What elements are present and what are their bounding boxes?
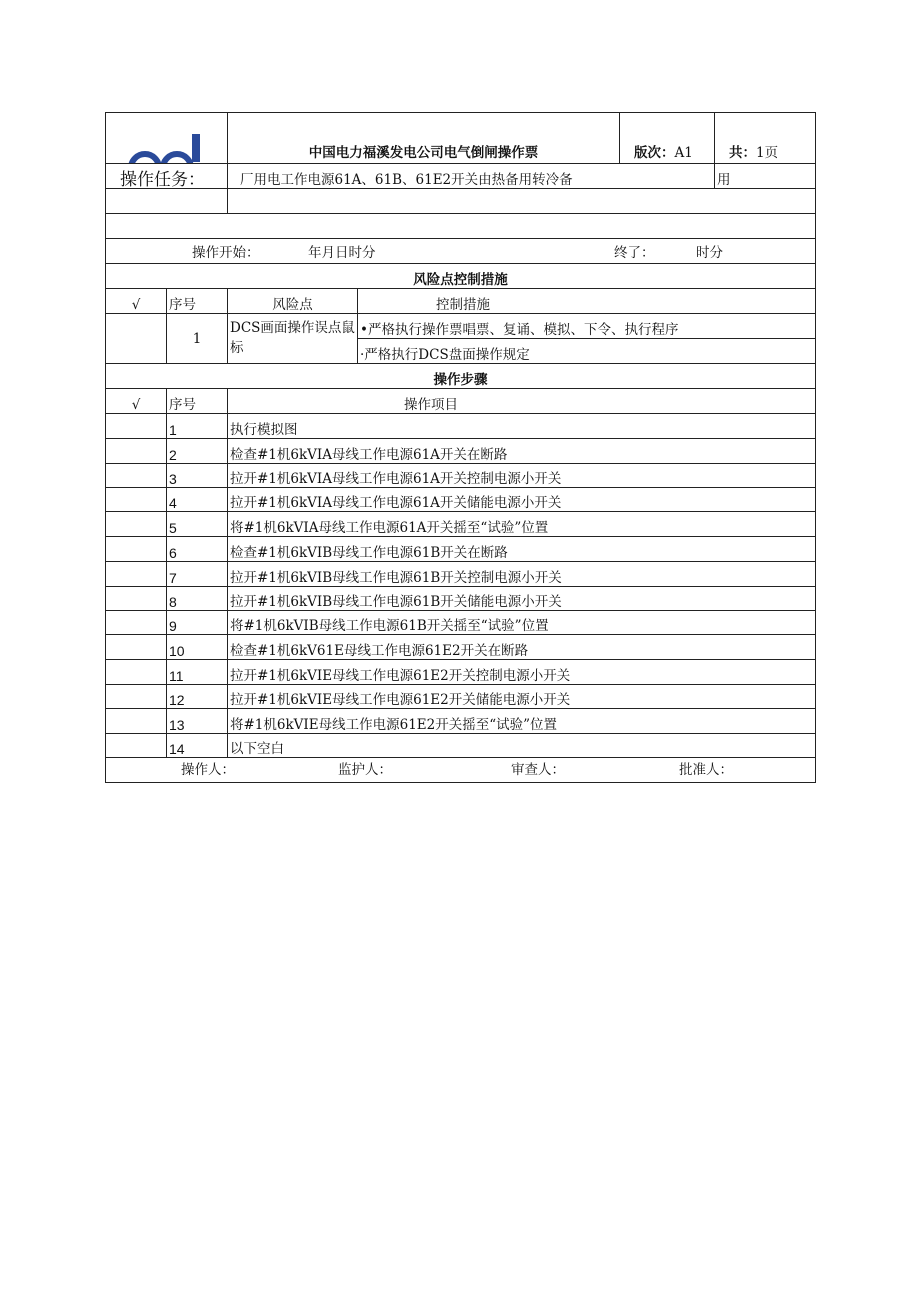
steps-col-no: 序号: [167, 389, 228, 414]
operator-label: 操作人：: [181, 762, 235, 778]
step-item: 拉开#1机6kVIE母线工作电源61E2开关控制电源小开关: [228, 660, 816, 685]
step-no: 4: [167, 488, 228, 512]
risk-header-row: [106, 289, 816, 314]
version-cell: [620, 113, 715, 164]
step-no: 11: [167, 660, 228, 685]
step-item: 拉开#1机6kVIA母线工作电源61A开关控制电源小开关: [228, 464, 816, 488]
step-item: 执行模拟图: [228, 414, 816, 439]
time-row: [106, 239, 816, 264]
step-no: 1: [167, 414, 228, 439]
step-row: [106, 439, 816, 464]
pages-cell: [715, 113, 816, 164]
ticket-title: 中国电力福溪发电公司电气倒闸操作票: [228, 113, 620, 164]
step-no: 10: [167, 635, 228, 660]
step-row: [106, 611, 816, 635]
step-no: 6: [167, 537, 228, 562]
reviewer-label: 审查人：: [511, 762, 565, 778]
step-no: 8: [167, 587, 228, 611]
steps-header-row: [106, 389, 816, 414]
step-row: [106, 512, 816, 537]
step-row: [106, 587, 816, 611]
steps-col-item: 操作项目: [228, 389, 816, 414]
step-item: 拉开#1机6kVIE母线工作电源61E2开关储能电源小开关: [228, 685, 816, 709]
version-label: 版次：: [634, 145, 675, 161]
step-item: 将#1机6kVIB母线工作电源61B开关摇至“试验”位置: [228, 611, 816, 635]
step-row: [106, 660, 816, 685]
step-row: [106, 464, 816, 488]
risk-row: [106, 314, 816, 339]
step-item: 将#1机6kVIE母线工作电源61E2开关摇至“试验”位置: [228, 709, 816, 734]
step-row: [106, 635, 816, 660]
steps-section-title-row: [106, 364, 816, 389]
guardian-label: 监护人：: [338, 762, 392, 778]
task-value: 厂用电工作电源61A、61B、61E2开关由热备用转冷备: [228, 164, 715, 189]
step-no: 2: [167, 439, 228, 464]
step-item: 拉开#1机6kVIA母线工作电源61A开关储能电源小开关: [228, 488, 816, 512]
risk-col-check: √: [106, 289, 167, 314]
step-no: 3: [167, 464, 228, 488]
end-label: 终了：: [614, 245, 655, 261]
step-item: 检查#1机6kV61E母线工作电源61E2开关在断路: [228, 635, 816, 660]
task-tail: 用: [715, 164, 816, 189]
risk-col-measure: 控制措施: [358, 289, 816, 314]
pages-label: 共：: [729, 145, 756, 161]
signature-row: [106, 758, 816, 783]
step-row: [106, 562, 816, 587]
step-row: [106, 488, 816, 512]
version-value: A1: [674, 145, 693, 161]
risk-row-no: 1: [167, 314, 228, 364]
step-no: 9: [167, 611, 228, 635]
task-row: [106, 164, 816, 189]
operation-ticket: [105, 112, 815, 783]
step-item: 拉开#1机6kVIB母线工作电源61B开关储能电源小开关: [228, 587, 816, 611]
step-no: 7: [167, 562, 228, 587]
header-row: [106, 113, 816, 164]
ticket-table: [105, 112, 816, 783]
blank-row-1: [106, 189, 816, 214]
step-row: [106, 734, 816, 758]
risk-row-point: DCS画面操作误点鼠标: [228, 314, 358, 364]
end-value: 时分: [696, 245, 723, 261]
step-item: 将#1机6kVIA母线工作电源61A开关摇至“试验”位置: [228, 512, 816, 537]
step-no: 12: [167, 685, 228, 709]
step-no: 5: [167, 512, 228, 537]
start-value: 年月日时分: [308, 245, 376, 261]
approver-label: 批准人：: [679, 762, 733, 778]
task-label: 操作任务：: [106, 164, 228, 189]
step-row: [106, 685, 816, 709]
step-item: 以下空白: [228, 734, 816, 758]
steps-section-title: 操作步骤: [106, 364, 816, 389]
risk-row-measure-2: ·严格执行DCS盘面操作规定: [358, 339, 816, 364]
steps-col-check: √: [106, 389, 167, 414]
risk-section-title-row: [106, 264, 816, 289]
blank-row-2: [106, 214, 816, 239]
step-no: 13: [167, 709, 228, 734]
risk-section-title: 风险点控制措施: [106, 264, 816, 289]
risk-row-measure-1: •严格执行操作票唱票、复诵、模拟、下令、执行程序: [358, 314, 816, 339]
step-item: 检查#1机6kVIA母线工作电源61A开关在断路: [228, 439, 816, 464]
pages-value: 1页: [756, 145, 779, 161]
step-row: [106, 709, 816, 734]
start-label: 操作开始：: [192, 245, 260, 261]
step-item: 拉开#1机6kVIB母线工作电源61B开关控制电源小开关: [228, 562, 816, 587]
step-row: [106, 537, 816, 562]
company-logo: [106, 113, 228, 164]
step-no: 14: [167, 734, 228, 758]
step-row: [106, 414, 816, 439]
risk-col-no: 序号: [167, 289, 228, 314]
risk-col-point: 风险点: [228, 289, 358, 314]
step-item: 检查#1机6kVIB母线工作电源61B开关在断路: [228, 537, 816, 562]
